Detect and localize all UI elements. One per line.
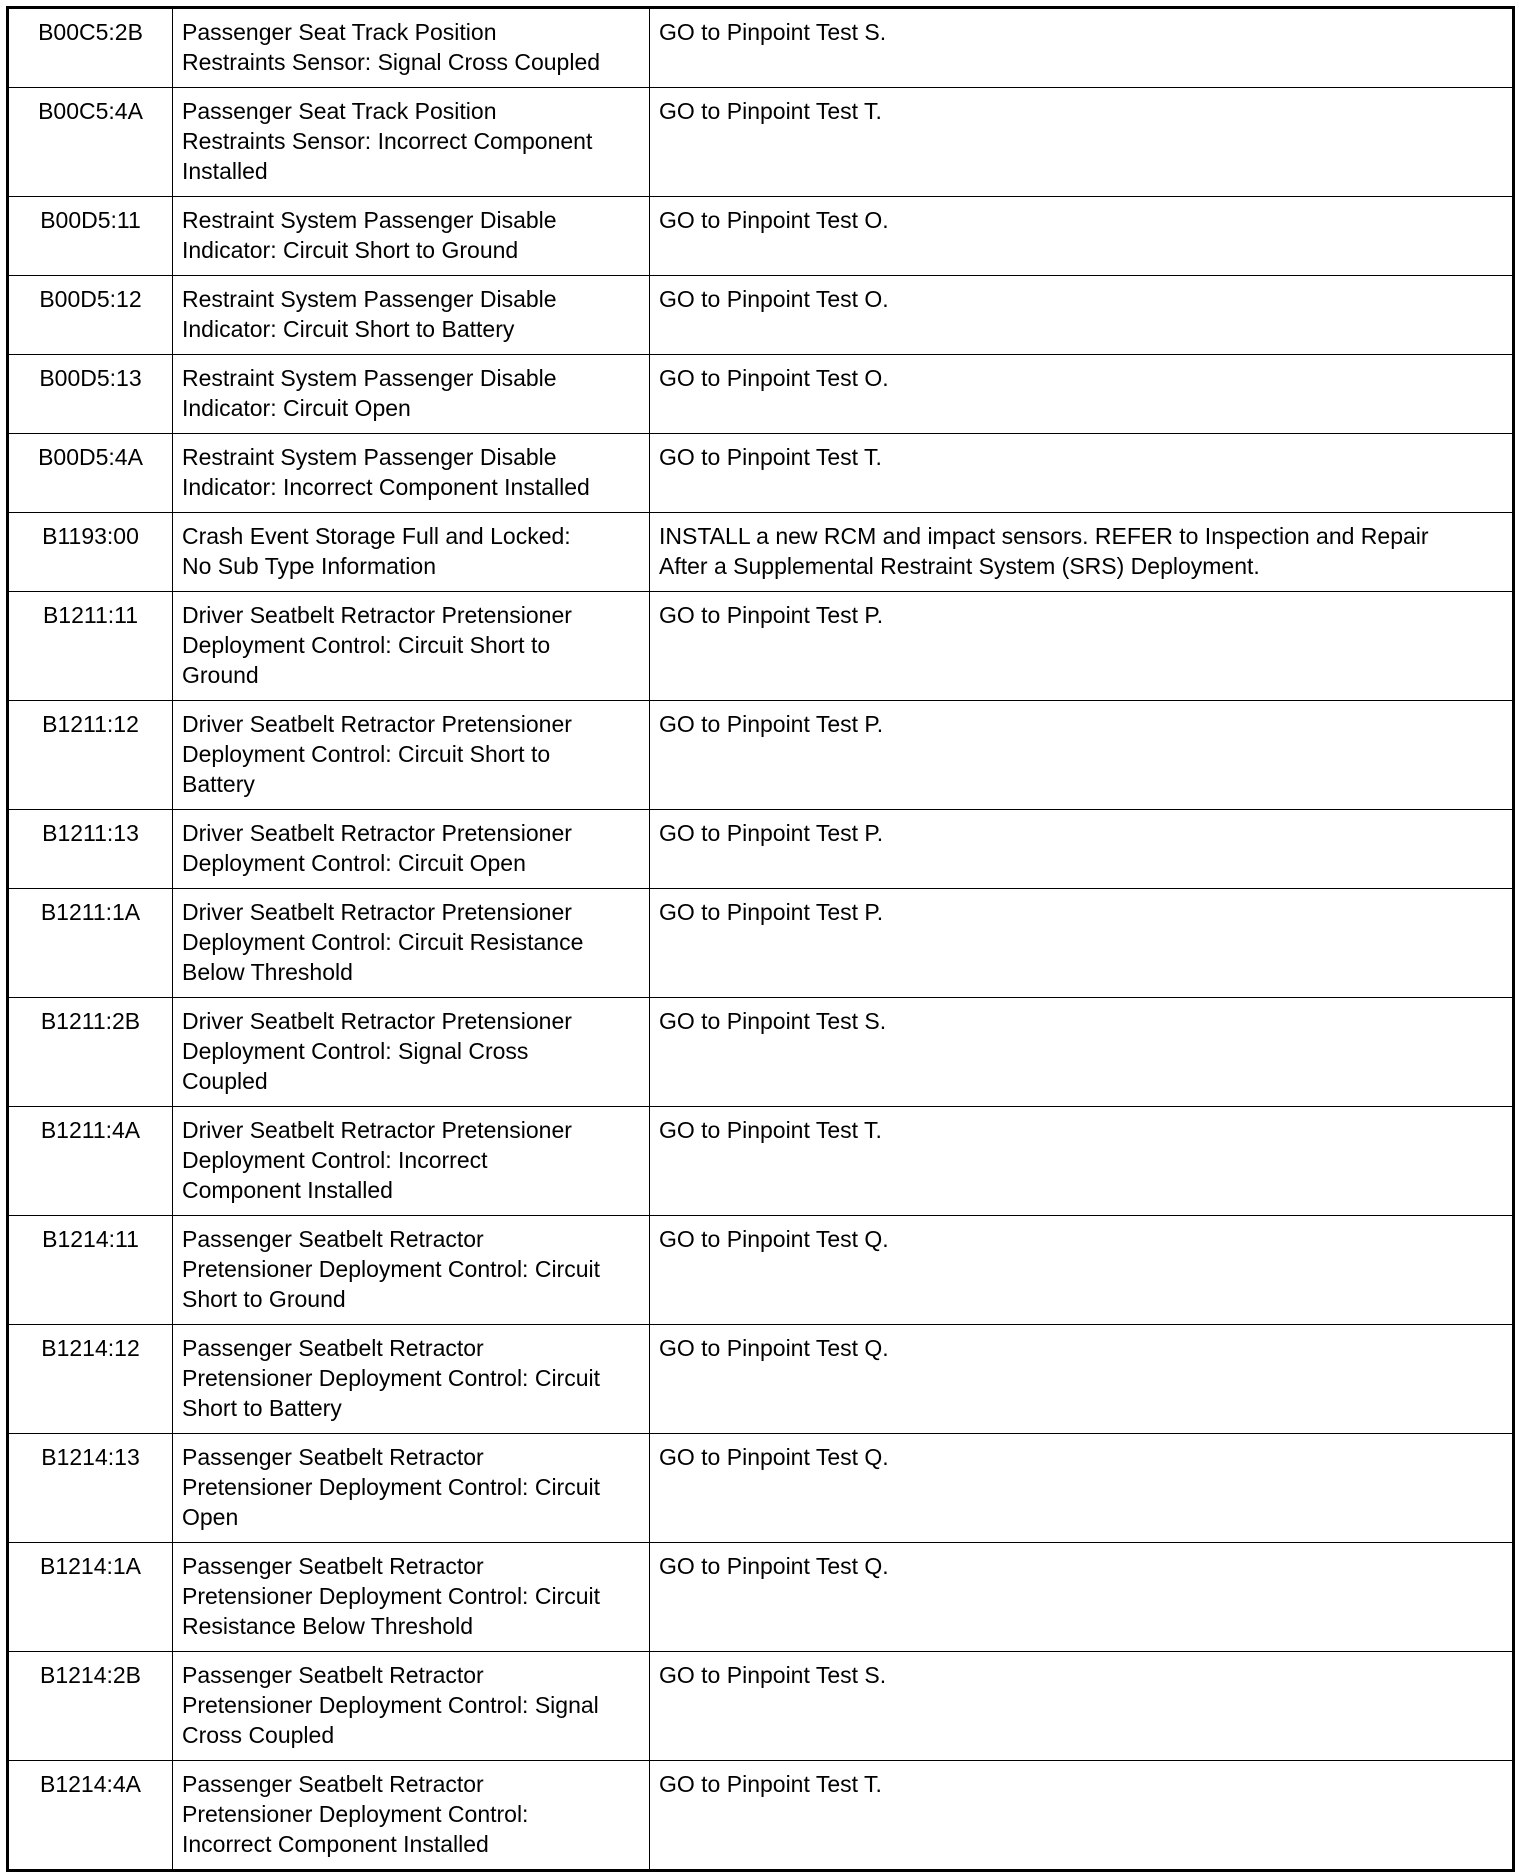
dtc-code-cell: B00D5:4A [8, 434, 173, 513]
table-row [8, 197, 1514, 276]
description-cell: Crash Event Storage Full and Locked: No Sub Type Information [173, 513, 650, 592]
description-cell: Passenger Seatbelt Retractor Pretensioner Deployment Control: Circuit Resistance Below Threshold [173, 1543, 650, 1652]
table-row [8, 88, 1514, 197]
dtc-code-cell: B00D5:11 [8, 197, 173, 276]
dtc-code-cell: B1214:1A [8, 1543, 173, 1652]
table-row [8, 810, 1514, 889]
description-cell: Restraint System Passenger Disable Indicator: Circuit Open [173, 355, 650, 434]
description-cell: Passenger Seatbelt Retractor Pretensioner Deployment Control: Circuit Short to Ground [173, 1216, 650, 1325]
description-cell: Passenger Seatbelt Retractor Pretensioner Deployment Control: Circuit Short to Battery [173, 1325, 650, 1434]
description-cell: Restraint System Passenger Disable Indicator: Incorrect Component Installed [173, 434, 650, 513]
dtc-code-cell: B00D5:13 [8, 355, 173, 434]
action-cell: GO to Pinpoint Test O. [650, 276, 1514, 355]
dtc-code-cell: B1214:4A [8, 1761, 173, 1871]
table-row [8, 889, 1514, 998]
dtc-code-cell: B1211:11 [8, 592, 173, 701]
action-cell: GO to Pinpoint Test P. [650, 592, 1514, 701]
table-row [8, 1325, 1514, 1434]
description-cell: Driver Seatbelt Retractor Pretensioner Deployment Control: Circuit Short to Battery [173, 701, 650, 810]
action-cell: INSTALL a new RCM and impact sensors. REFER to Inspection and Repair After a Supplemental Restraint System (SRS) Deployment. [650, 513, 1514, 592]
table-row [8, 276, 1514, 355]
description-cell: Restraint System Passenger Disable Indicator: Circuit Short to Ground [173, 197, 650, 276]
dtc-code-cell: B1193:00 [8, 513, 173, 592]
table-row [8, 8, 1514, 88]
table-row [8, 1434, 1514, 1543]
dtc-code-cell: B00D5:12 [8, 276, 173, 355]
action-cell: GO to Pinpoint Test P. [650, 889, 1514, 998]
table-row [8, 1652, 1514, 1761]
table-row [8, 1761, 1514, 1871]
action-cell: GO to Pinpoint Test Q. [650, 1325, 1514, 1434]
table-row [8, 592, 1514, 701]
dtc-code-cell: B1214:2B [8, 1652, 173, 1761]
dtc-code-cell: B1214:13 [8, 1434, 173, 1543]
table-row [8, 1107, 1514, 1216]
dtc-code-cell: B00C5:4A [8, 88, 173, 197]
dtc-code-cell: B1211:4A [8, 1107, 173, 1216]
action-cell: GO to Pinpoint Test Q. [650, 1216, 1514, 1325]
table-row [8, 1543, 1514, 1652]
description-cell: Driver Seatbelt Retractor Pretensioner Deployment Control: Circuit Open [173, 810, 650, 889]
action-cell: GO to Pinpoint Test T. [650, 88, 1514, 197]
dtc-code-cell: B1211:12 [8, 701, 173, 810]
description-cell: Driver Seatbelt Retractor Pretensioner Deployment Control: Circuit Resistance Below Threshold [173, 889, 650, 998]
action-cell: GO to Pinpoint Test T. [650, 1107, 1514, 1216]
description-cell: Driver Seatbelt Retractor Pretensioner Deployment Control: Signal Cross Coupled [173, 998, 650, 1107]
action-cell: GO to Pinpoint Test T. [650, 1761, 1514, 1871]
description-cell: Passenger Seatbelt Retractor Pretensioner Deployment Control: Signal Cross Coupled [173, 1652, 650, 1761]
description-cell: Passenger Seat Track Position Restraints Sensor: Signal Cross Coupled [173, 8, 650, 88]
action-cell: GO to Pinpoint Test P. [650, 810, 1514, 889]
dtc-table [6, 6, 1515, 1872]
description-cell: Driver Seatbelt Retractor Pretensioner Deployment Control: Incorrect Component Installed [173, 1107, 650, 1216]
description-cell: Restraint System Passenger Disable Indicator: Circuit Short to Battery [173, 276, 650, 355]
action-cell: GO to Pinpoint Test O. [650, 355, 1514, 434]
action-cell: GO to Pinpoint Test S. [650, 998, 1514, 1107]
action-cell: GO to Pinpoint Test P. [650, 701, 1514, 810]
action-cell: GO to Pinpoint Test S. [650, 8, 1514, 88]
dtc-code-cell: B1214:12 [8, 1325, 173, 1434]
table-row [8, 701, 1514, 810]
table-row [8, 355, 1514, 434]
dtc-code-cell: B1214:11 [8, 1216, 173, 1325]
table-row [8, 513, 1514, 592]
dtc-code-cell: B1211:1A [8, 889, 173, 998]
table-row [8, 434, 1514, 513]
dtc-code-cell: B1211:2B [8, 998, 173, 1107]
description-cell: Passenger Seatbelt Retractor Pretensioner Deployment Control: Circuit Open [173, 1434, 650, 1543]
description-cell: Passenger Seat Track Position Restraints Sensor: Incorrect Component Installed [173, 88, 650, 197]
dtc-code-cell: B1211:13 [8, 810, 173, 889]
description-cell: Passenger Seatbelt Retractor Pretensioner Deployment Control: Incorrect Component Installed [173, 1761, 650, 1871]
table-row [8, 998, 1514, 1107]
action-cell: GO to Pinpoint Test Q. [650, 1434, 1514, 1543]
table-row [8, 1216, 1514, 1325]
action-cell: GO to Pinpoint Test Q. [650, 1543, 1514, 1652]
dtc-code-cell: B00C5:2B [8, 8, 173, 88]
dtc-table-body [8, 8, 1514, 1871]
description-cell: Driver Seatbelt Retractor Pretensioner Deployment Control: Circuit Short to Ground [173, 592, 650, 701]
action-cell: GO to Pinpoint Test S. [650, 1652, 1514, 1761]
action-cell: GO to Pinpoint Test O. [650, 197, 1514, 276]
action-cell: GO to Pinpoint Test T. [650, 434, 1514, 513]
